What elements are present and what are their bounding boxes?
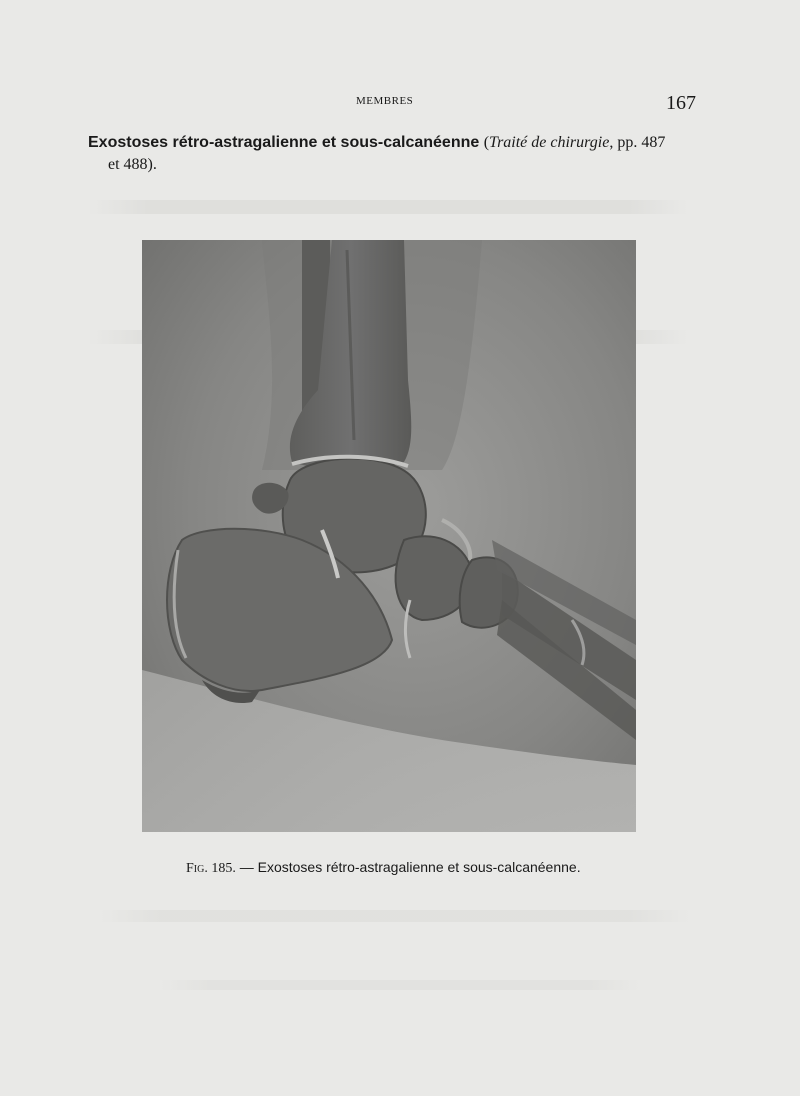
running-head: MEMBRES	[356, 95, 414, 107]
heading-ref-italic: Traité de chirurgie	[489, 134, 610, 151]
figure-caption	[186, 859, 581, 877]
xray-figure	[142, 240, 636, 832]
bleed-through-line	[160, 980, 640, 990]
caption-figure-label: Fig. 185.	[186, 861, 236, 876]
section-heading	[88, 132, 698, 176]
caption-text: — Exostoses rétro-astragalienne et sous-calcanéenne.	[235, 859, 581, 875]
bleed-through-line	[88, 200, 688, 214]
heading-ref-rest: , pp. 487	[609, 134, 666, 151]
heading-ref-line2: et 488).	[108, 156, 157, 173]
heading-title: Exostoses rétro-astragalienne et sous-calcanéenne	[88, 134, 480, 151]
xray-foot-image	[142, 240, 636, 832]
heading-ref-open: (	[483, 134, 490, 151]
bleed-through-line	[100, 910, 690, 922]
page-number: 167	[666, 92, 696, 114]
